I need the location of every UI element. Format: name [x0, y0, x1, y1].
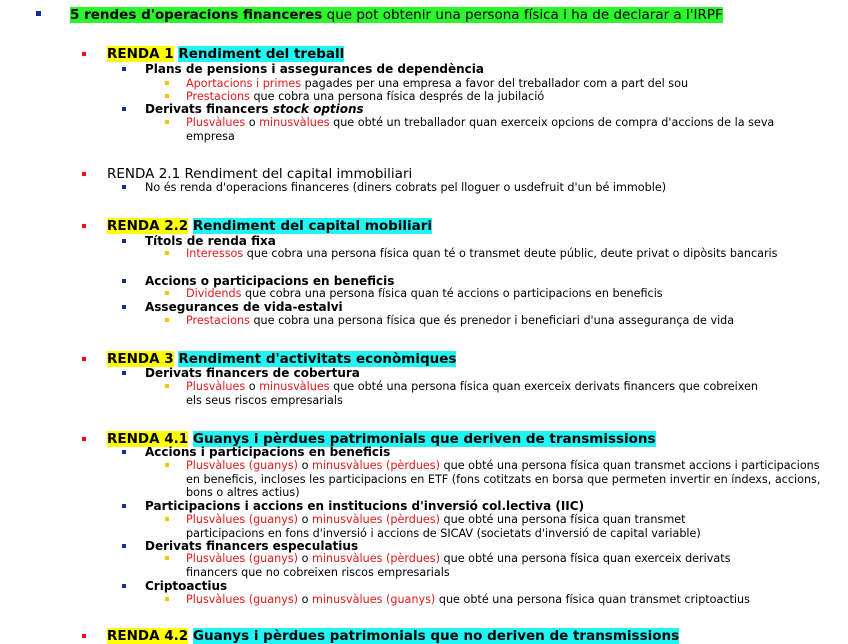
bullet-icon	[82, 224, 86, 228]
bullet-icon	[82, 634, 86, 638]
bullet-icon	[122, 450, 126, 454]
bullet-icon	[122, 305, 126, 309]
bullet-icon	[82, 172, 86, 176]
bullet-icon	[122, 279, 126, 283]
bullet-icon	[122, 504, 126, 508]
bullet-icon	[122, 67, 126, 71]
heading-text: 5 rendes d'operacions financeres que pot obtenir una persona física i ha de declarar a l'IRPF	[70, 7, 723, 23]
bullet-icon	[165, 597, 169, 601]
bullet-icon	[36, 11, 41, 16]
bullet-icon	[122, 584, 126, 588]
bullet-icon	[165, 517, 169, 521]
bullet-icon	[122, 239, 126, 243]
bullet-icon	[122, 185, 126, 189]
bullet-icon	[82, 357, 86, 361]
bullet-icon	[165, 120, 169, 124]
bullet-icon	[165, 94, 169, 98]
bullet-icon	[122, 544, 126, 548]
bullet-icon	[165, 463, 169, 467]
bullet-icon	[165, 384, 169, 388]
bullet-icon	[165, 81, 169, 85]
bullet-icon	[82, 437, 86, 441]
bullet-icon	[165, 291, 169, 295]
bullet-icon	[165, 251, 169, 255]
bullet-icon	[165, 556, 169, 560]
bullet-icon	[122, 371, 126, 375]
bullet-icon	[122, 107, 126, 111]
bullet-icon	[165, 318, 169, 322]
bullet-icon	[82, 52, 86, 56]
